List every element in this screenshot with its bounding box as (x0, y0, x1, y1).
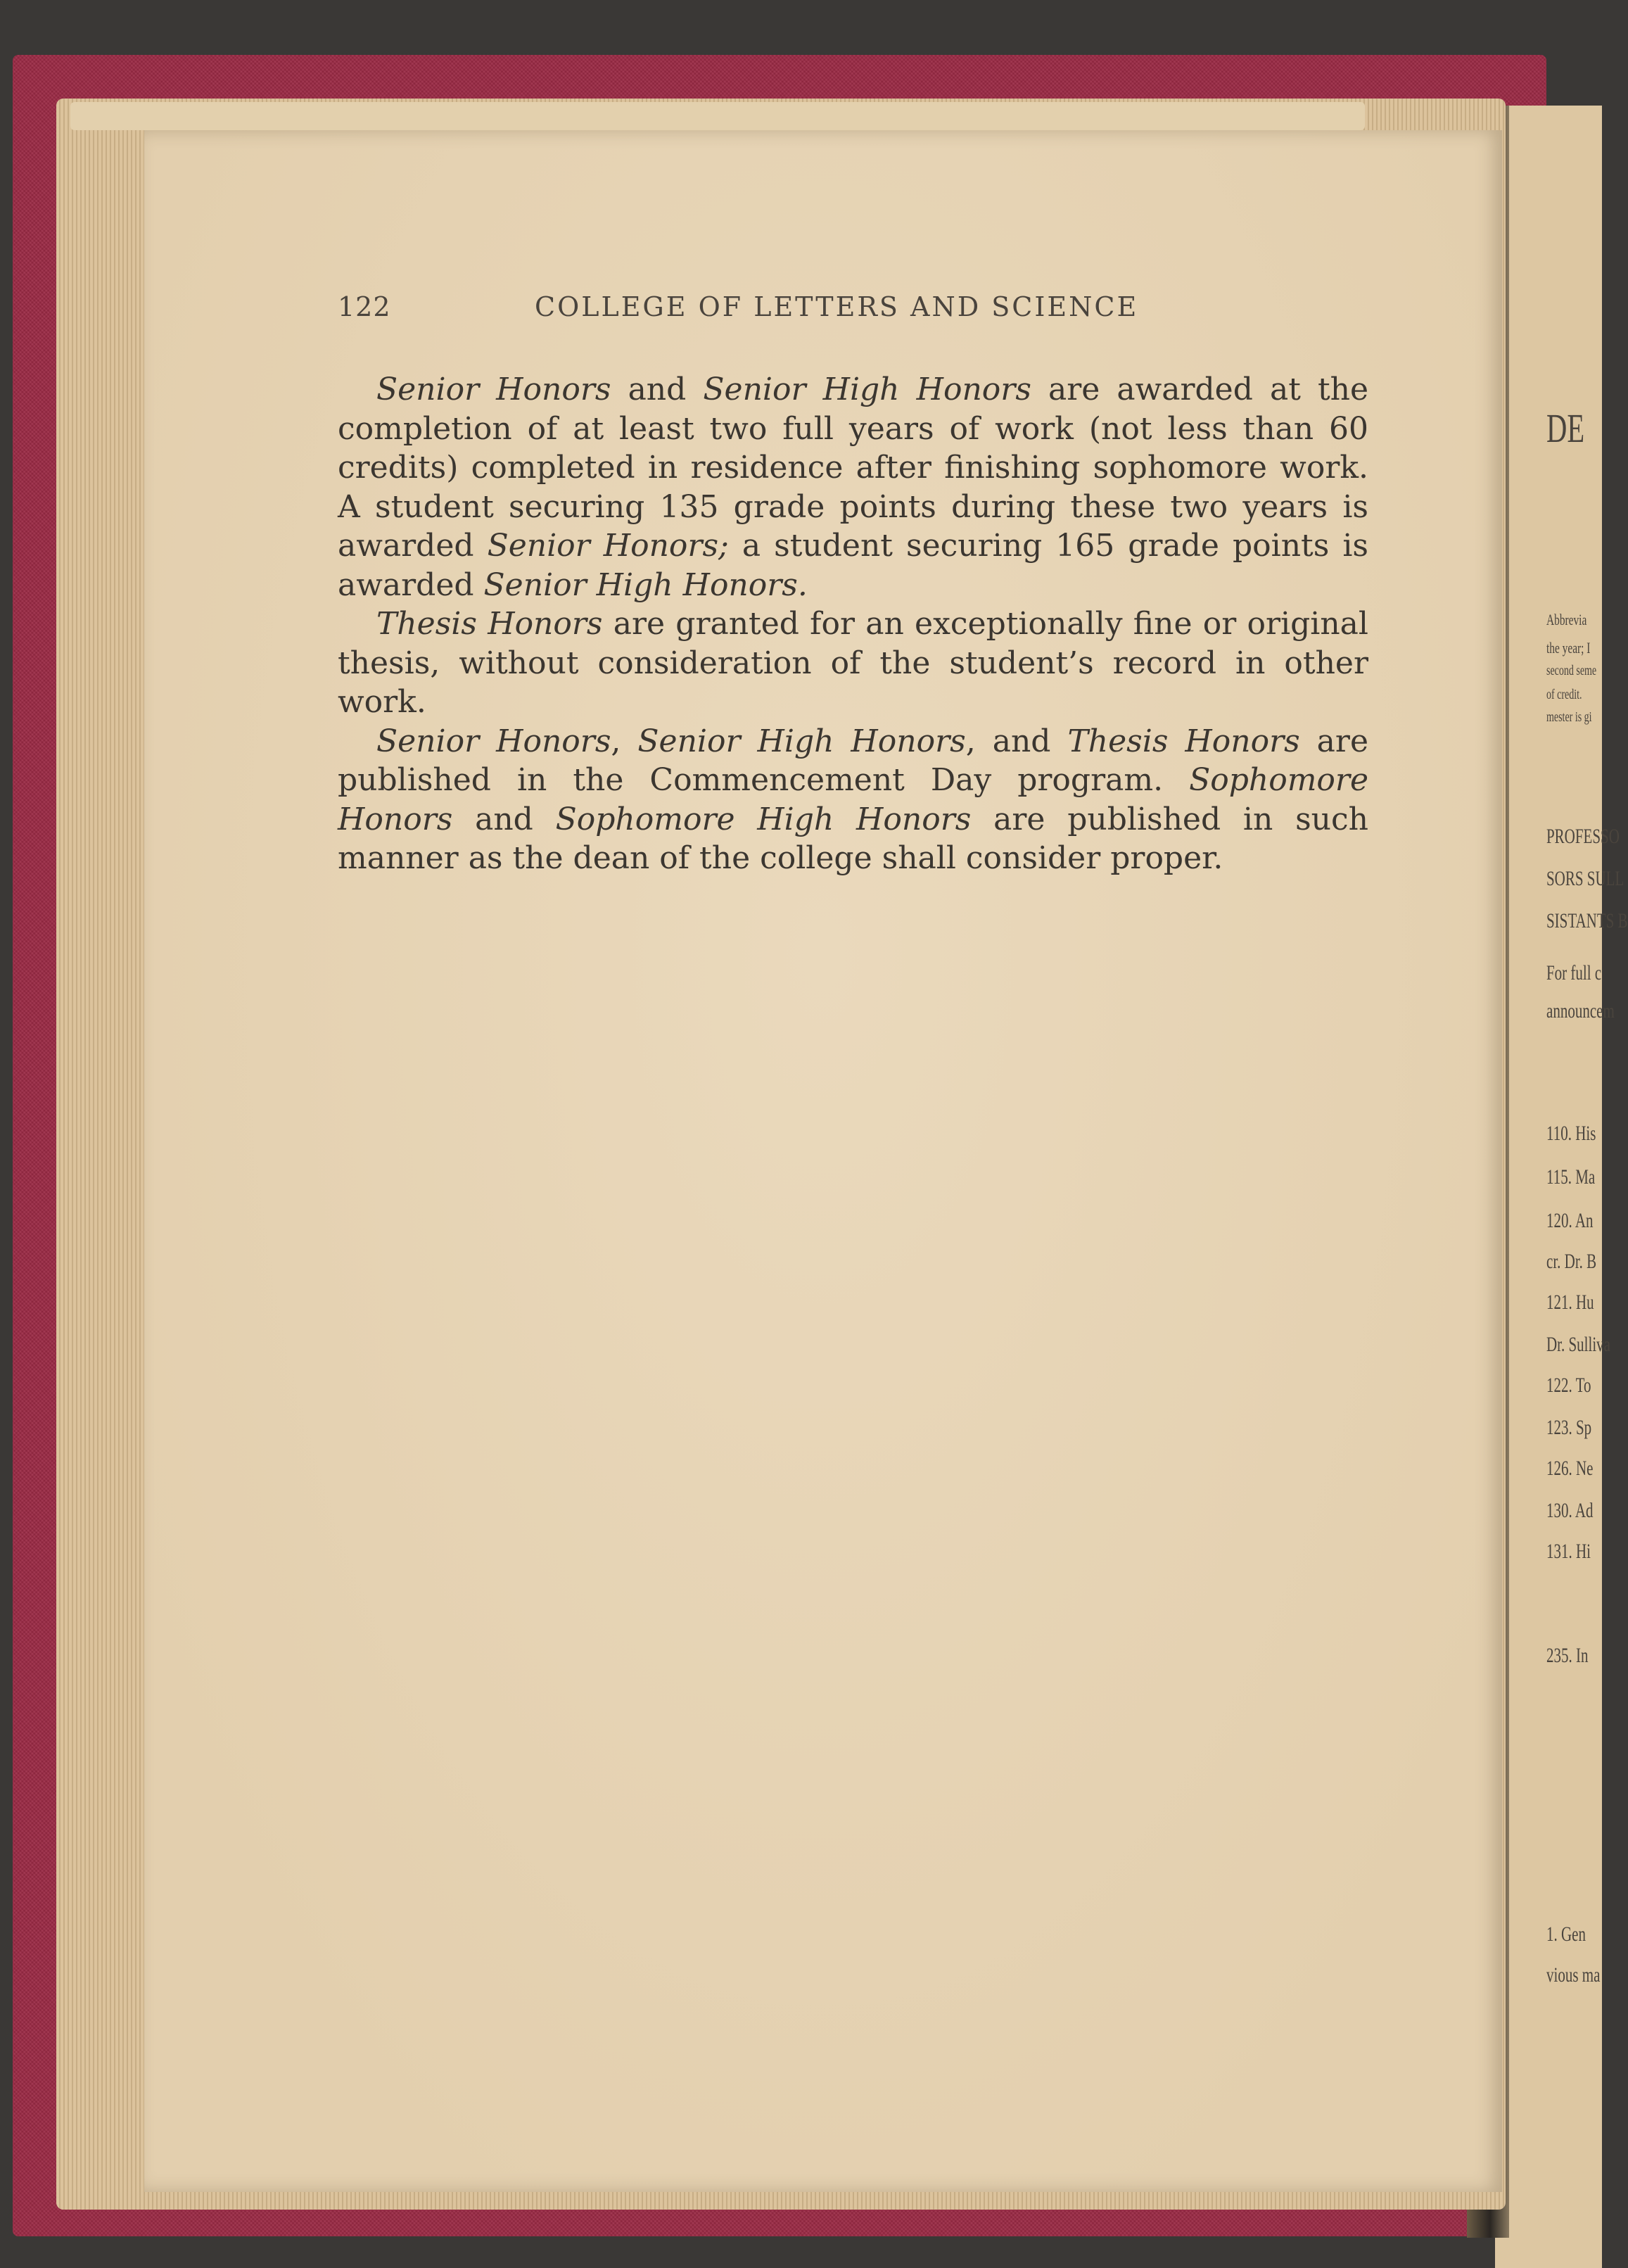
text-run: are published in such manner as the dean of the college shall consider proper. (338, 801, 1368, 876)
facing-page-fragment: second seme (1546, 663, 1597, 678)
facing-page-fragment: 130. Ad (1546, 1499, 1594, 1522)
text-run: and (452, 801, 556, 837)
facing-page-fragment: vious ma (1546, 1963, 1601, 1987)
facing-page-fragment: 126. Ne (1546, 1457, 1594, 1480)
facing-page-fragment: 1. Gen (1546, 1922, 1586, 1946)
page-number: 122 (338, 291, 391, 322)
facing-page-fragment: PROFESSO (1546, 825, 1620, 848)
paragraph (338, 604, 1368, 722)
facing-page-fragment: DE (1546, 405, 1585, 451)
facing-page-fragment: For full c (1546, 961, 1602, 984)
facing-page-fragment: 131. Hi (1546, 1540, 1591, 1563)
italic-text: Senior High Honors (637, 723, 966, 759)
facing-page-fragment: 121. Hu (1546, 1291, 1594, 1314)
italic-text: Senior High Honors. (483, 566, 808, 603)
italic-text: Senior High Honors (703, 372, 1031, 407)
facing-page-fragment: 235. In (1546, 1644, 1589, 1667)
facing-page-fragment: announcem (1546, 999, 1615, 1022)
facing-page-fragment: SORS SULL (1546, 867, 1624, 890)
text-run: and (611, 372, 704, 407)
facing-page-fragment: the year; I (1546, 639, 1591, 657)
italic-text: Senior Honors; (487, 528, 729, 564)
italic-text: Senior Honors (376, 723, 611, 759)
italic-text: Sophomore Honors (338, 762, 1368, 837)
paragraph (338, 722, 1368, 878)
facing-page-fragment: 110. His (1546, 1122, 1596, 1145)
italic-text: Senior Honors (376, 372, 611, 407)
text-run: are published in the Commencement Day program. (338, 723, 1368, 798)
facing-page-fragment: SISTANTS B (1546, 909, 1628, 932)
text-run: are granted for an exceptionally fine or original thesis, without consideration of the student’s record in other work. (338, 606, 1368, 720)
body-text (338, 370, 1368, 878)
italic-text: Thesis Honors (376, 606, 603, 642)
facing-page-fragment: cr. Dr. B (1546, 1250, 1597, 1273)
running-head-title: COLLEGE OF LETTERS AND SCIENCE (535, 291, 1139, 322)
page-top-edge (70, 102, 1365, 130)
facing-page-fragment: 115. Ma (1546, 1165, 1596, 1189)
italic-text: Thesis Honors (1067, 723, 1300, 759)
facing-page-fragment: Abbrevia (1546, 611, 1587, 628)
facing-page-fragment: mester is gi (1546, 709, 1592, 725)
text-run: are awarded at the completion of at least two full years of work (not less than 60 credits) completed in residence after finishing sophomore work. A student securing 135 grade points during these two years is awarded (338, 372, 1369, 564)
text-run: a student securing 165 grade points is awarded (338, 528, 1368, 603)
facing-page-fragment: 122. To (1546, 1374, 1591, 1397)
facing-page-fragment: 120. An (1546, 1209, 1594, 1232)
facing-page-fragment: of credit. (1546, 687, 1582, 702)
facing-page-fragment: 123. Sp (1546, 1416, 1592, 1439)
paragraph (338, 370, 1368, 604)
facing-page-fragment: Dr. Sulliva (1546, 1333, 1611, 1356)
text-run: , (611, 723, 638, 759)
italic-text: Sophomore High Honors (555, 801, 972, 837)
text-run: , and (965, 723, 1068, 759)
